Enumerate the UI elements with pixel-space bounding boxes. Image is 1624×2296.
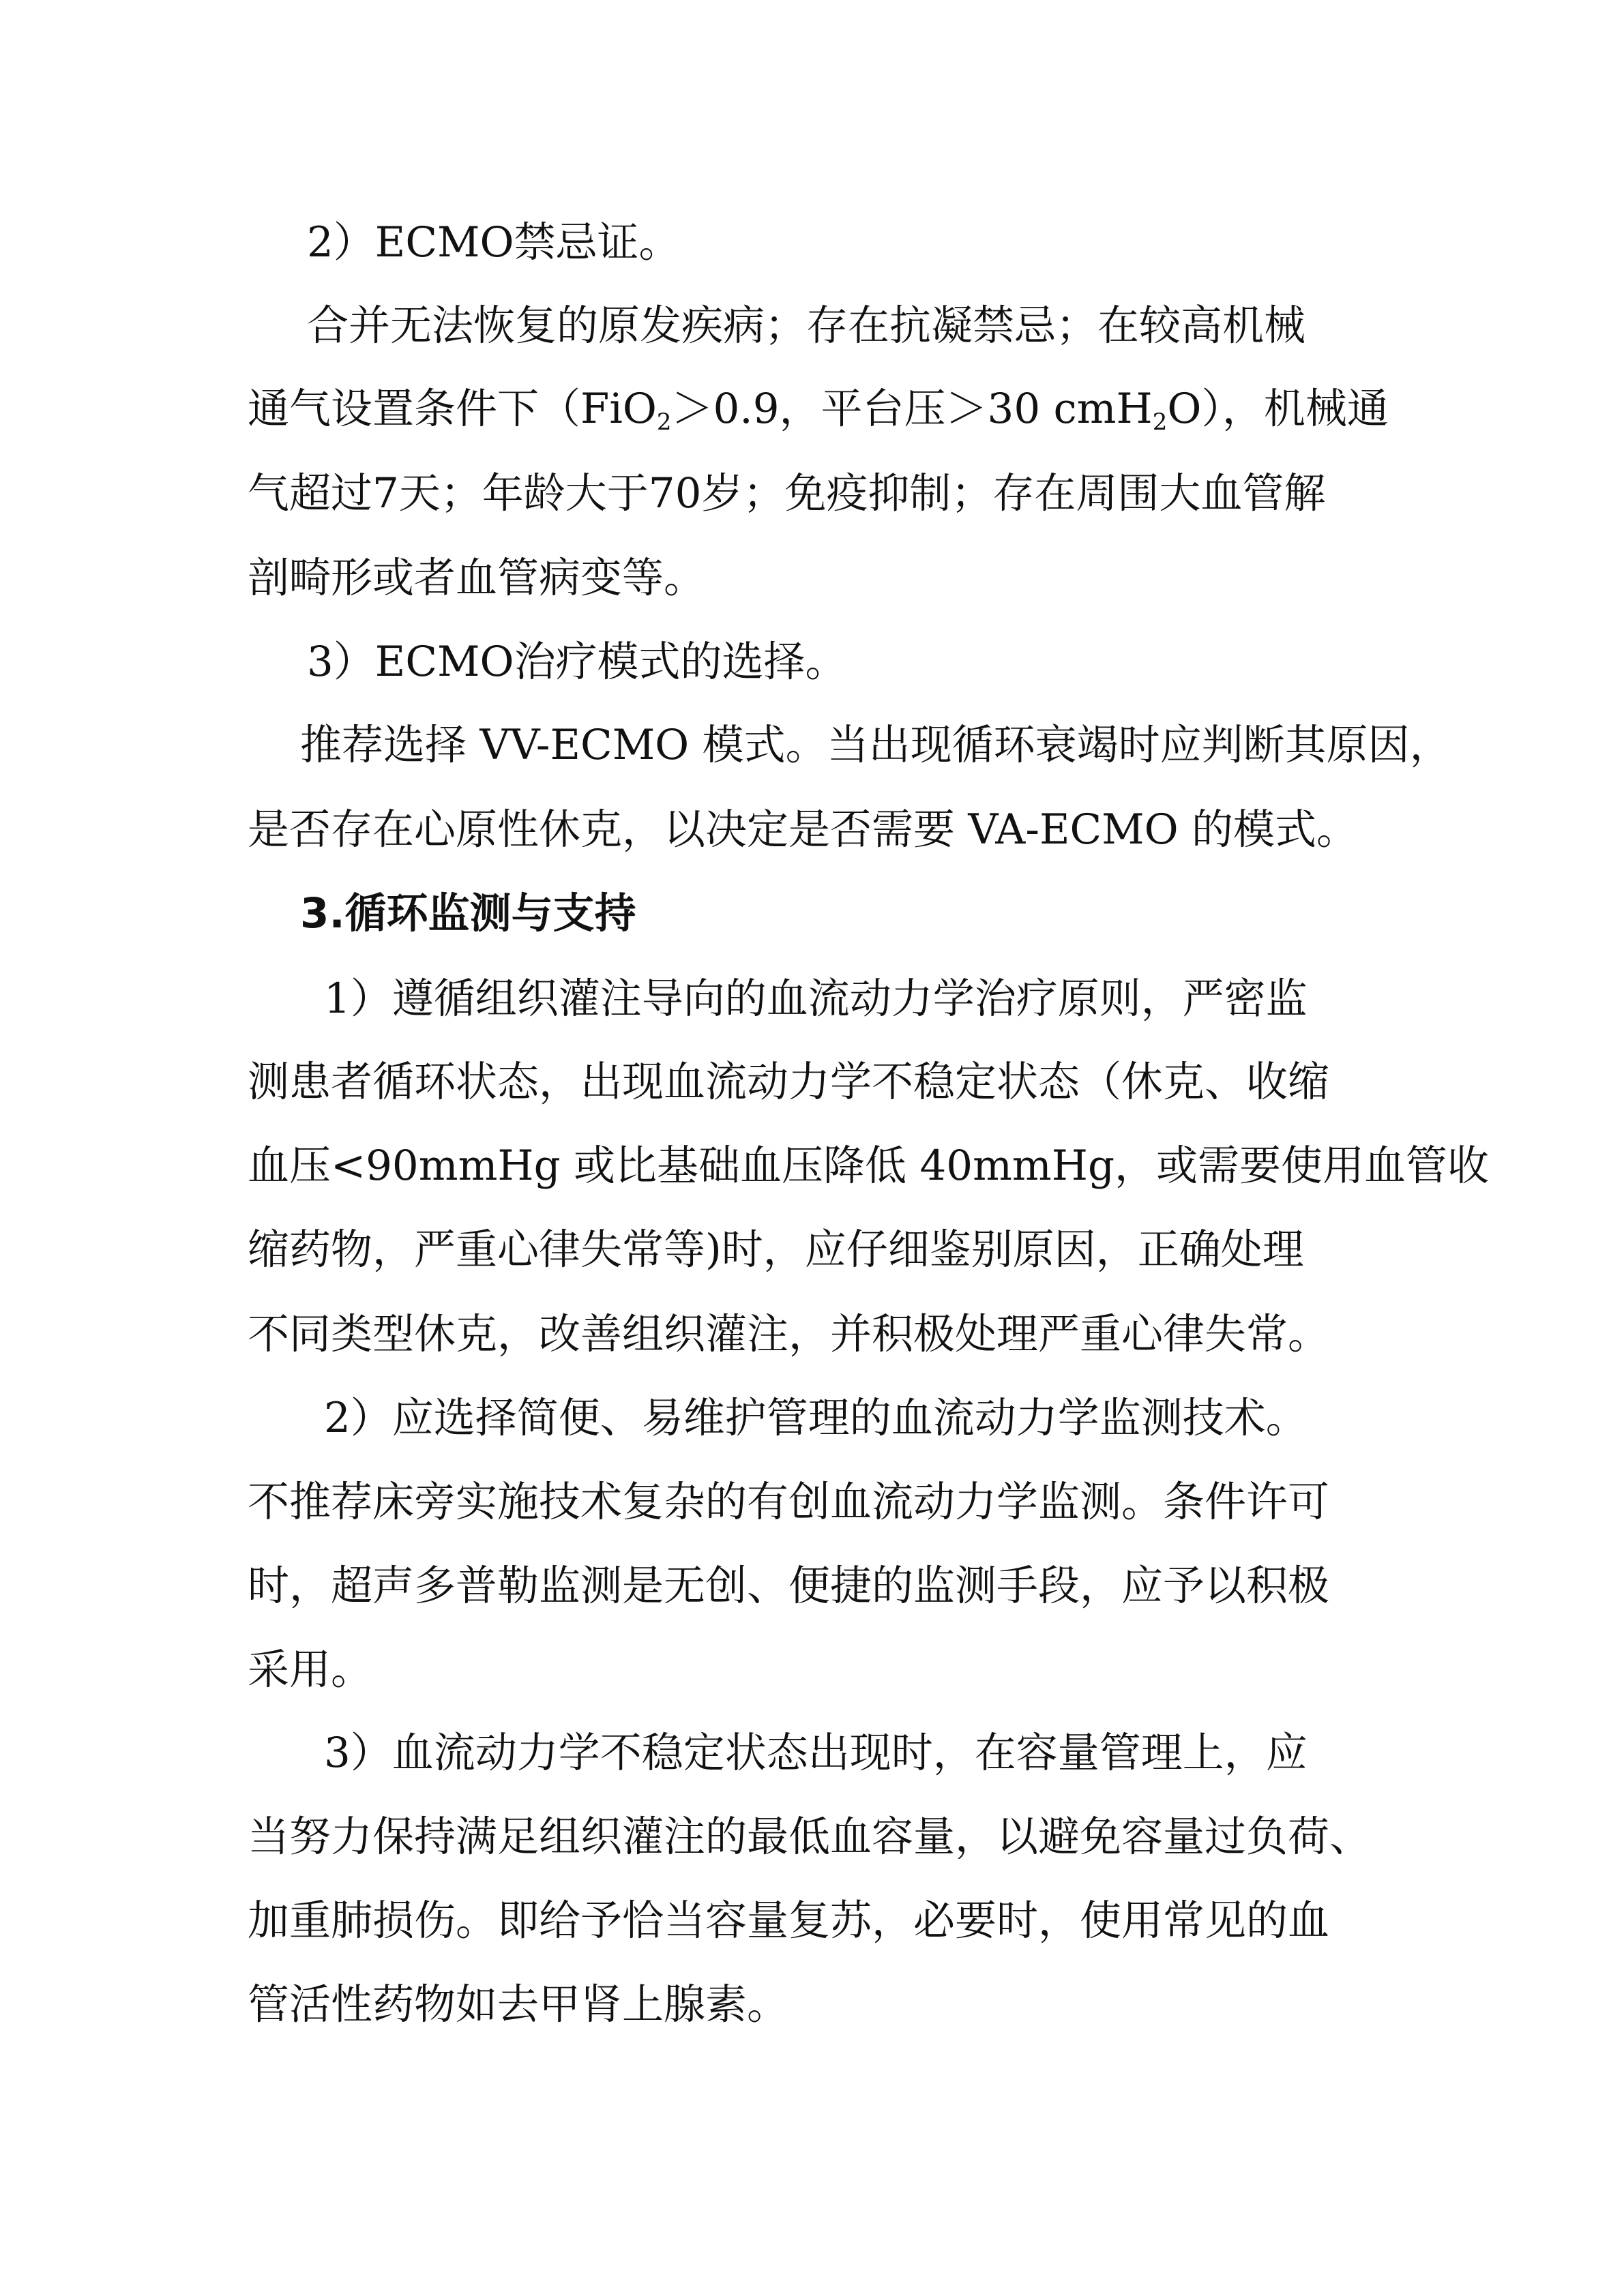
section-heading: 3.循环监测与支持 — [300, 889, 636, 938]
paragraph-line: 采用。 — [248, 1645, 373, 1694]
paragraph-line: 不同类型休克，改善组织灌注，并积极处理严重心律失常。 — [248, 1310, 1330, 1358]
paragraph-line: 3）血流动力学不稳定状态出现时，在容量管理上，应 — [324, 1729, 1308, 1777]
paragraph-line: 缩药物，严重心律失常等)时，应仔细鉴别原因，正确处理 — [248, 1225, 1304, 1274]
paragraph-line: 管活性药物如去甲肾上腺素。 — [248, 1980, 789, 2029]
ecmo-contraindications-heading: 2）ECMO禁忌证。 — [307, 218, 681, 267]
paragraph-line: 2）应选择简便、易维护管理的血流动力学监测技术。 — [324, 1394, 1308, 1442]
subscript: 2 — [656, 408, 672, 436]
text-run: ＞0.9，平台压＞30 cmH — [671, 385, 1153, 433]
text-run: 通气设置条件下（FiO — [248, 385, 657, 433]
text-run: O），机械通 — [1167, 385, 1389, 433]
paragraph-line — [248, 382, 1421, 436]
paragraph-line: 不推荐床旁实施技术复杂的有创血流动力学监测。条件许可 — [248, 1478, 1330, 1526]
paragraph-line: 时，超声多普勒监测是无创、便捷的监测手段，应予以积极 — [248, 1562, 1330, 1610]
paragraph-line: 气超过7天；年龄大于70岁；免疫抑制；存在周围大血管解 — [248, 469, 1326, 518]
paragraph-line: 当努力保持满足组织灌注的最低血容量，以避免容量过负荷、 — [248, 1813, 1372, 1861]
subscript: 2 — [1152, 408, 1168, 436]
paragraph-line: 合并无法恢复的原发疾病；存在抗凝禁忌；在较高机械 — [307, 301, 1306, 350]
paragraph-line: 测患者循环状态，出现血流动力学不稳定状态（休克、收缩 — [248, 1058, 1330, 1106]
paragraph-line: 血压<90mmHg 或比基础血压降低 40mmHg，或需要使用血管收 — [248, 1142, 1489, 1190]
paragraph-line: 加重肺损伤。即给予恰当容量复苏，必要时，使用常见的血 — [248, 1896, 1330, 1945]
ecmo-mode-heading: 3）ECMO治疗模式的选择。 — [307, 638, 847, 686]
paragraph-line: 推荐选择 VV-ECMO 模式。当出现循环衰竭时应判断其原因， — [300, 721, 1451, 769]
paragraph-line: 是否存在心原性休克，以决定是否需要 VA-ECMO 的模式。 — [248, 805, 1359, 854]
paragraph-line: 1）遵循组织灌注导向的血流动力学治疗原则，严密监 — [324, 974, 1308, 1023]
paragraph-line: 剖畸形或者血管病变等。 — [248, 554, 706, 602]
